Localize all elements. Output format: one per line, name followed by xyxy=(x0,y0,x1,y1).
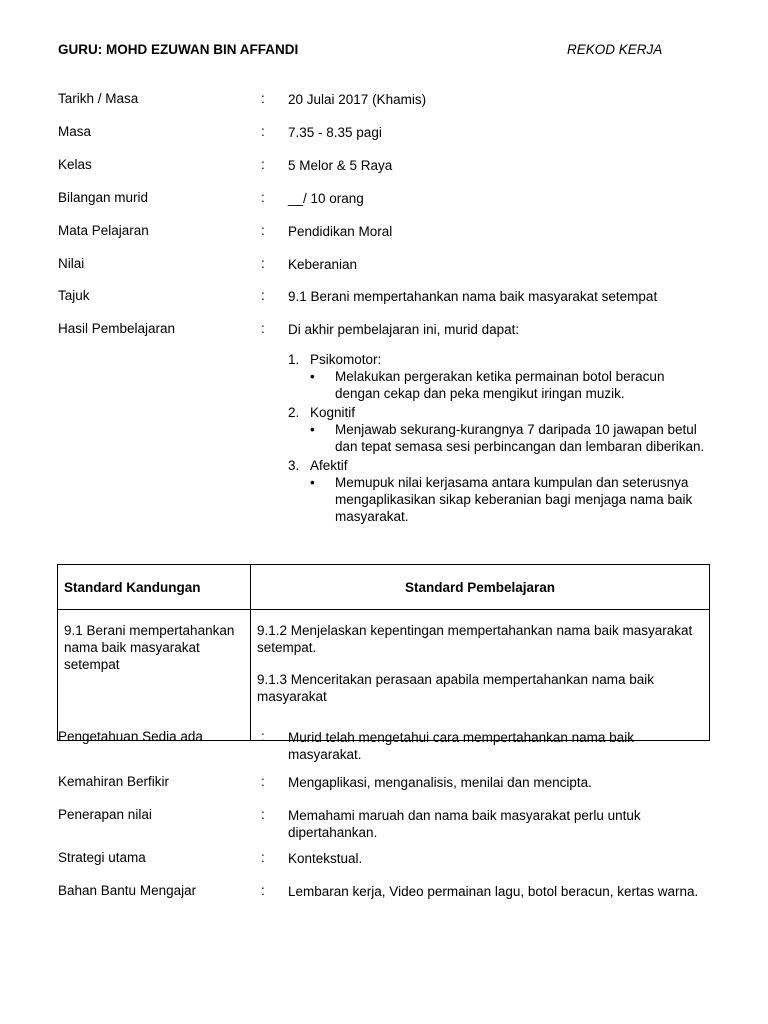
field-colon: : xyxy=(261,850,265,865)
field-colon: : xyxy=(261,223,265,238)
field-label: Bilangan murid xyxy=(58,190,149,205)
field-colon: : xyxy=(261,91,265,106)
outcome-item xyxy=(288,457,718,474)
field-colon: : xyxy=(261,774,265,789)
outcome-item xyxy=(288,404,718,421)
outcome-number: 1. xyxy=(288,352,300,367)
outcome-title: Psikomotor: xyxy=(310,352,382,367)
field-label: Masa xyxy=(58,124,92,139)
field-label: Hasil Pembelajaran xyxy=(58,321,176,336)
record-title: REKOD KERJA xyxy=(567,42,663,57)
field-colon: : xyxy=(261,124,265,139)
field-value: Kontekstual. xyxy=(288,851,363,866)
field-label: Strategi utama xyxy=(58,850,146,865)
standards-table xyxy=(57,564,710,741)
field-label: Tajuk xyxy=(58,288,90,303)
field-label: Pengetahuan Sedia ada xyxy=(58,729,203,744)
field-value: Murid telah mengetahui cara mempertahankan nama baik masyarakat. xyxy=(288,730,634,762)
field-colon: : xyxy=(261,190,265,205)
table-row xyxy=(58,610,710,741)
field-colon: : xyxy=(261,807,265,822)
field-label: Kemahiran Berfikir xyxy=(58,774,170,789)
field-colon: : xyxy=(261,256,265,271)
field-colon: : xyxy=(261,729,265,744)
outcome-title: Afektif xyxy=(310,458,348,473)
content-standard-cell: 9.1 Berani mempertahankan nama baik masyarakat setempat xyxy=(58,610,251,741)
field-colon: : xyxy=(261,288,265,303)
outcome-number: 2. xyxy=(288,405,300,420)
learning-standard-item: 9.1.2 Menjelaskan kepentingan mempertahankan nama baik masyarakat setempat. xyxy=(257,623,693,655)
field-label: Nilai xyxy=(58,256,85,271)
field-label: Kelas xyxy=(58,157,92,172)
outcome-number: 3. xyxy=(288,458,300,473)
field-value: 5 Melor & 5 Raya xyxy=(288,158,393,173)
outcomes-list xyxy=(288,351,718,525)
field-label: Penerapan nilai xyxy=(58,807,152,822)
field-colon: : xyxy=(261,883,265,898)
bullet-icon: • xyxy=(310,369,315,384)
field-colon: : xyxy=(261,321,265,336)
field-value: 7.35 - 8.35 pagi xyxy=(288,125,382,140)
field-value: Mengaplikasi, menganalisis, menilai dan mencipta. xyxy=(288,775,592,790)
field-value: 20 Julai 2017 (Khamis) xyxy=(288,92,427,107)
outcome-title: Kognitif xyxy=(310,405,356,420)
teacher-name: GURU: MOHD EZUWAN BIN AFFANDI xyxy=(58,42,299,57)
bullet-text: Menjawab sekurang-kurangnya 7 daripada 10 jawapan betul dan tepat semasa sesi perbincangan dan lembaran diberikan. xyxy=(335,422,705,454)
field-value: __/ 10 orang xyxy=(288,191,364,206)
learning-standard-item: 9.1.3 Menceritakan perasaan apabila mempertahankan nama baik masyarakat xyxy=(257,672,654,704)
field-value: 9.1 Berani mempertahankan nama baik masyarakat setempat xyxy=(288,289,658,304)
outcome-bullet xyxy=(310,368,718,402)
outcome-item xyxy=(288,351,718,368)
field-value: Di akhir pembelajaran ini, murid dapat: xyxy=(288,322,520,337)
bullet-text: Melakukan pergerakan ketika permainan botol beracun dengan cekap dan peka mengikut iringan muzik. xyxy=(335,369,665,401)
field-label: Tarikh / Masa xyxy=(58,91,139,106)
field-value: Memahami maruah dan nama baik masyarakat perlu untuk dipertahankan. xyxy=(288,808,641,840)
field-value: Keberanian xyxy=(288,257,358,272)
table-header-row xyxy=(58,565,710,610)
bullet-text: Memupuk nilai kerjasama antara kumpulan dan seterusnya mengaplikasikan sikap keberanian bagi menjaga nama baik masyarakat. xyxy=(335,475,693,524)
column-header-content-standard: Standard Kandungan xyxy=(58,565,251,610)
field-value: Lembaran kerja, Video permainan lagu, botol beracun, kertas warna. xyxy=(288,884,699,899)
outcome-bullet xyxy=(310,421,718,455)
learning-standard-cell xyxy=(251,610,710,741)
bullet-icon: • xyxy=(310,422,315,437)
field-value: Pendidikan Moral xyxy=(288,224,393,239)
bullet-icon: • xyxy=(310,475,315,490)
field-label: Bahan Bantu Mengajar xyxy=(58,883,197,898)
field-colon: : xyxy=(261,157,265,172)
column-header-learning-standard: Standard Pembelajaran xyxy=(251,565,710,610)
field-label: Mata Pelajaran xyxy=(58,223,149,238)
outcome-bullet xyxy=(310,474,718,525)
